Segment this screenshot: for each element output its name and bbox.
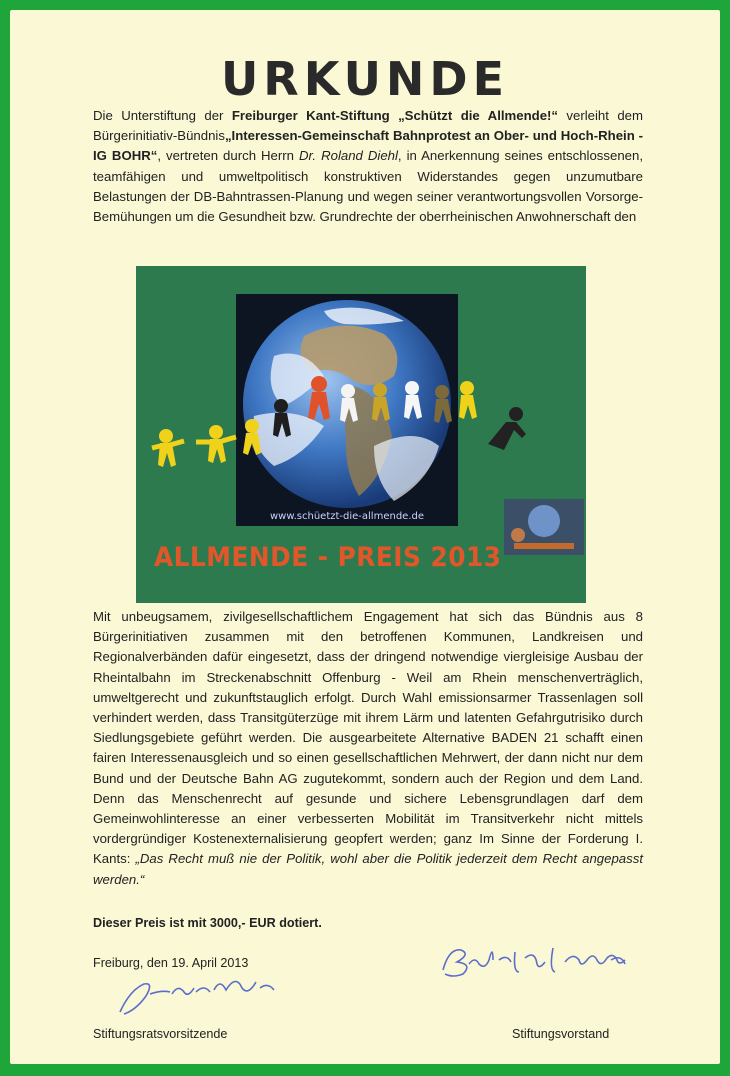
body-text: Mit unbeugsamem, zivilgesellschaftlichem Engagement hat sich das Bündnis aus 8 Bürgerinitiativen zusammen mit den betroffenen Kommunen, Landkreisen und Regionalverbänden dafür eingesetzt, dass der dringend notwendige viergleisige Ausbau der Rheintalbahn im Streckenabschnitt Offenburg - Weil am Rhein menschenverträglich, umweltgerecht und zukunftstauglich erfolgt. Durch Wahl emissionsarmer Trassenlagen soll verhindert werden, dass Transitgüterzüge mit ihrem Lärm und latenten Gefahrgutrisiko durch Siedlungsgebiete geführt werden. Die ausgearbeitete Alternative BADEN 21 schafft einen fairen Interessenausgleich und so einen gesellschaftlichen Mehrwert, der dann nicht nur dem Bund und der Deutsche Bahn AG zugutekommt, sondern auch der Region und dem Land. Denn das Menschenrecht auf gesunde und sichere Lebensgrundlagen darf dem Gemeinwohlinteresse an einer verbesserten Mobilität im Transitverkehr nicht mittels vordergründiger Kostenexternalisierung geopfert werden; ganz Im Sinne der Forderung I. Kants: — [93, 609, 643, 867]
left-signature — [110, 970, 280, 1020]
kant-quote: „Das Recht muß nie der Politik, wohl aber die Politik jederzeit dem Recht angepasst werden.“ — [93, 851, 643, 887]
prize-title: ALLMENDE - PREIS 2013 — [154, 542, 502, 573]
intro-text-3: , vertreten durch Herrn — [157, 148, 299, 164]
allmende-prize-image — [136, 266, 586, 603]
website-url: www.schüetzt-die-allmende.de — [269, 511, 424, 522]
right-signature — [435, 940, 645, 990]
certificate-title: URKUNDE — [220, 52, 510, 106]
thumbnail-label-bar — [514, 543, 574, 549]
certificate-paper — [10, 10, 720, 1064]
intro-text-2: verleiht dem Bürgerinitiativ-Bündnis — [93, 108, 643, 144]
recipient-name: Dr. Roland Diehl — [299, 148, 398, 164]
right-signature-label: Stiftungsvorstand — [512, 1027, 610, 1041]
body-paragraph — [93, 607, 643, 890]
foundation-name: Freiburger Kant-Stiftung „Schützt die Allmende!“ — [231, 108, 559, 123]
small-globe-thumbnail — [504, 499, 584, 555]
date-line: Freiburg, den 19. April 2013 — [93, 956, 249, 970]
intro-text-1: Die Unterstiftung der — [93, 108, 232, 123]
left-signature-label: Stiftungsratsvorsitzende — [93, 1027, 228, 1041]
prize-amount-line: Dieser Preis ist mit 3000,- EUR dotiert. — [93, 916, 322, 930]
alliance-name: „Interessen-Gemeinschaft Bahnprotest an Ober- und Hoch-Rhein - IG BOHR“ — [93, 128, 643, 164]
intro-text-4: , in Anerkennung seines entschlossenen, teamfähigen und umweltpolitisch konstruktiven Widerstandes gegen unzumutbare Belastungen der DB-Bahntrassen-Planung und wegen seiner verantwortungsvollen Vorsorge-Bemühungen um die Gesundheit bzw. Grundrechte der oberrheinischen Anwohnerschaft den — [93, 148, 643, 225]
colored-figures — [273, 376, 526, 450]
intro-paragraph — [93, 106, 643, 227]
